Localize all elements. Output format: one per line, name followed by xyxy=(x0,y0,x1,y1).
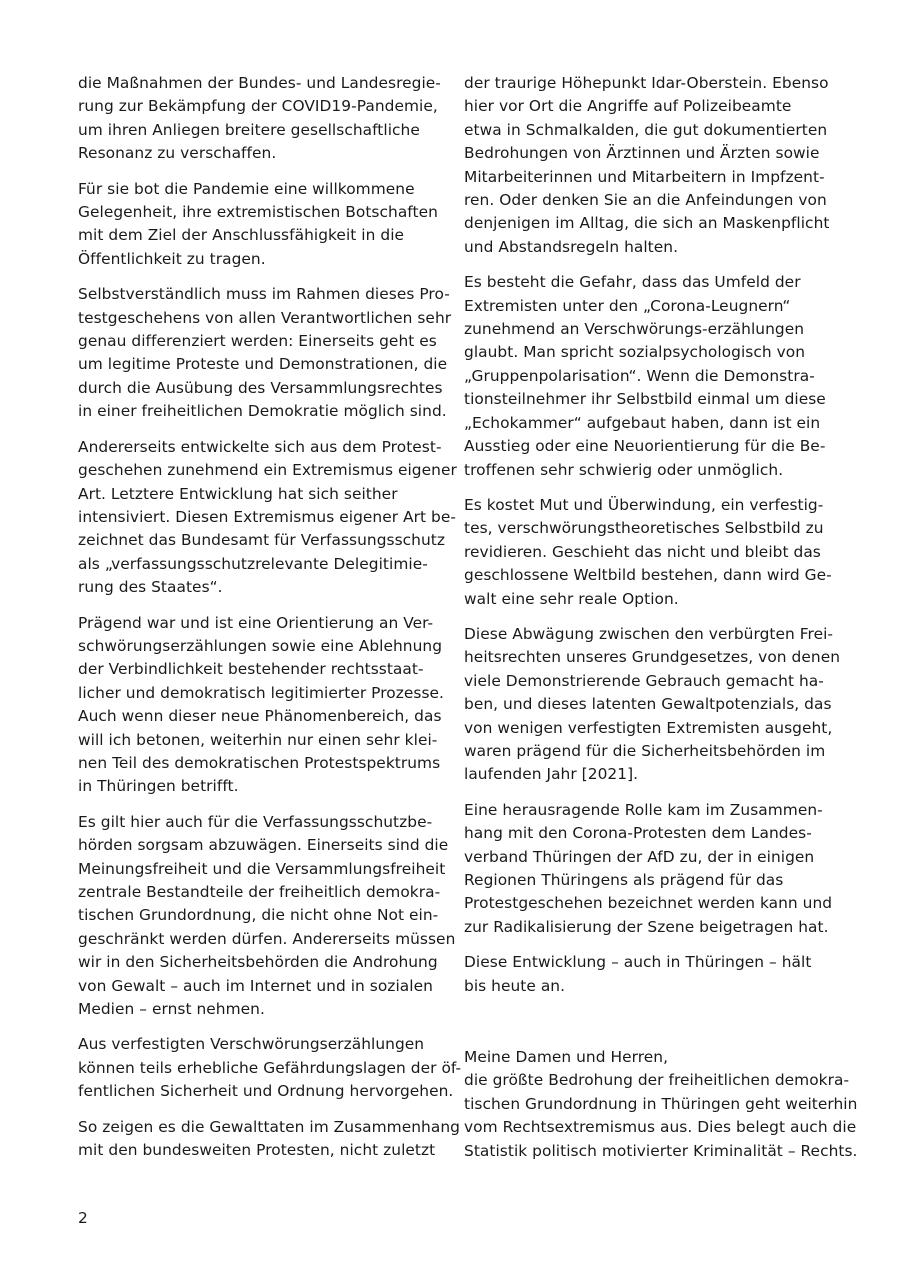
text-line: Art. Letztere Entwicklung hat sich seither xyxy=(78,484,398,503)
text-line: der traurige Höhepunkt Idar-Oberstein. Ebenso xyxy=(464,74,829,92)
text-line: troffenen sehr schwierig oder unmöglich. xyxy=(464,460,784,479)
text-line: genau differenziert werden: Einerseits geht es xyxy=(78,332,437,351)
text-line: bis heute an. xyxy=(464,976,566,995)
text-line: Meine Damen und Herren, xyxy=(464,1048,669,1067)
text-line: vom Rechtsextremismus aus. Dies belegt auch die xyxy=(464,1118,857,1137)
text-line: zentrale Bestandteile der freiheitlich demokra- xyxy=(78,883,441,901)
text-line: tionsteilnehmer ihr Selbstbild einmal um diese xyxy=(464,390,826,409)
text-line: mit dem Ziel der Anschlussfähigkeit in die xyxy=(78,226,405,245)
text-line: Bedrohungen von Ärztinnen und Ärzten sowie xyxy=(464,144,820,163)
text-line: Medien – ernst nehmen. xyxy=(78,1000,265,1019)
text-line: „Echokammer“ aufgebaut haben, dann ist ein xyxy=(464,413,821,432)
text-line: waren prägend für die Sicherheitsbehörden im xyxy=(464,741,826,760)
text-line: Andererseits entwickelte sich aus dem Protest- xyxy=(78,437,442,456)
text-line: tes, verschwörungstheoretisches Selbstbild zu xyxy=(464,519,824,538)
text-line: „Gruppenpolarisation“. Wenn die Demonstra- xyxy=(464,366,815,385)
text-line: die Maßnahmen der Bundes- und Landesregie- xyxy=(78,74,441,92)
text-line: walt eine sehr reale Option. xyxy=(464,589,679,608)
text-line: Aus verfestigten Verschwörungserzählungen xyxy=(78,1035,425,1054)
text-line: licher und demokratisch legitimierter Prozesse. xyxy=(78,683,444,702)
text-line: intensiviert. Diesen Extremismus eigener Art be- xyxy=(78,507,456,526)
text-line: Diese Entwicklung – auch in Thüringen – hält xyxy=(464,953,812,972)
text-line: Gelegenheit, ihre extremistischen Botschaften xyxy=(78,203,438,222)
paragraph-7 xyxy=(78,1033,462,1103)
text-line: und Abstandsregeln halten. xyxy=(464,237,679,256)
text-line: Meinungsfreiheit und die Versammlungsfreiheit xyxy=(78,859,446,878)
text-line: viele Demonstrierende Gebrauch gemacht ha- xyxy=(464,671,824,690)
text-line: Für sie bot die Pandemie eine willkommene xyxy=(78,179,415,198)
text-line: Öffentlichkeit zu tragen. xyxy=(78,249,266,268)
text-line: fentlichen Sicherheit und Ordnung hervorgehen. xyxy=(78,1082,454,1101)
text-line: glaubt. Man spricht sozialpsychologisch von xyxy=(464,343,806,362)
text-line: der Verbindlichkeit bestehender rechtsstaat- xyxy=(78,660,424,679)
paragraph-spacer xyxy=(464,1010,834,1046)
text-line: die größte Bedrohung der freiheitlichen demokra- xyxy=(464,1071,850,1090)
text-line: hier vor Ort die Angriffe auf Polizeibeamte xyxy=(464,97,792,116)
text-line: nen Teil des demokratischen Protestspektrums xyxy=(78,753,441,772)
text-line: testgeschehens von allen Verantwortlichen sehr xyxy=(78,308,452,327)
text-line: tischen Grundordnung in Thüringen geht weiterhin xyxy=(464,1094,858,1113)
paragraph-6 xyxy=(78,811,456,1022)
left-column xyxy=(78,72,462,1174)
text-line: hang mit den Corona-Protesten dem Landes- xyxy=(464,824,812,843)
text-line: Auch wenn dieser neue Phänomenbereich, das xyxy=(78,707,442,726)
page-number: 2 xyxy=(78,1209,88,1227)
text-line: heitsrechten unseres Grundgesetzes, von denen xyxy=(464,648,841,667)
text-line: in Thüringen betrifft. xyxy=(78,777,239,796)
text-line: Ausstieg oder eine Neuorientierung für die Be- xyxy=(464,437,826,456)
text-line: Es besteht die Gefahr, dass das Umfeld der xyxy=(464,273,801,292)
text-line: zur Radikalisierung der Szene beigetragen hat. xyxy=(464,917,829,936)
text-line: Mitarbeiterinnen und Mitarbeitern in Impfzent- xyxy=(464,167,825,186)
paragraph-3 xyxy=(78,283,452,423)
text-line: wir in den Sicherheitsbehörden die Androhung xyxy=(78,953,438,972)
text-line: um legitime Proteste und Demonstrationen, die xyxy=(78,355,448,374)
text-line: revidieren. Geschieht das nicht und bleibt das xyxy=(464,542,821,561)
text-line: als „verfassungsschutzrelevante Delegitimie- xyxy=(78,554,428,573)
text-line: Es kostet Mut und Überwindung, ein verfestig- xyxy=(464,495,824,514)
text-line: So zeigen es die Gewalttaten im Zusammenhang xyxy=(78,1117,460,1136)
text-line: Extremisten unter den „Corona-Leugnern“ xyxy=(464,296,791,315)
paragraph-2 xyxy=(78,178,448,272)
text-line: Es gilt hier auch für die Verfassungsschutzbe- xyxy=(78,812,433,831)
text-line: schwörungserzählungen sowie eine Ablehnung xyxy=(78,636,443,655)
paragraph-14 xyxy=(464,951,834,998)
text-line: Selbstverständlich muss im Rahmen dieses Pro- xyxy=(78,285,450,304)
paragraph-11 xyxy=(464,494,834,611)
text-line: tischen Grundordnung, die nicht ohne Not ein- xyxy=(78,906,439,925)
text-line: etwa in Schmalkalden, die gut dokumentierten xyxy=(464,120,828,139)
text-line: Diese Abwägung zwischen den verbürgten Frei- xyxy=(464,624,834,643)
text-line: durch die Ausübung des Versammlungsrechtes xyxy=(78,378,443,397)
paragraph-10 xyxy=(464,271,834,482)
text-line: denjenigen im Alltag, die sich an Maskenpflicht xyxy=(464,214,830,233)
text-line: von wenigen verfestigten Extremisten ausgeht, xyxy=(464,718,833,737)
paragraph-8 xyxy=(78,1116,460,1163)
text-line: zunehmend an Verschwörungs-erzählungen xyxy=(464,320,805,339)
text-line: Resonanz zu verschaffen. xyxy=(78,144,277,163)
text-line: mit den bundesweiten Protesten, nicht zuletzt xyxy=(78,1141,436,1160)
text-line: zeichnet das Bundesamt für Verfassungsschutz xyxy=(78,531,445,550)
text-line: rung des Staates“. xyxy=(78,578,223,597)
paragraph-9 xyxy=(464,72,834,259)
paragraph-4 xyxy=(78,436,457,600)
text-line: rung zur Bekämpfung der COVID19-Pandemie, xyxy=(78,97,438,116)
paragraph-13 xyxy=(464,799,834,939)
text-line: ben, und dieses latenten Gewaltpotenzials, das xyxy=(464,695,832,714)
text-line: von Gewalt – auch im Internet und in sozialen xyxy=(78,976,433,995)
text-line: hörden sorgsam abzuwägen. Einerseits sind die xyxy=(78,836,449,855)
paragraph-15 xyxy=(464,1046,858,1163)
text-line: geschränkt werden dürfen. Andererseits müssen xyxy=(78,929,456,948)
paragraph-1 xyxy=(78,72,448,166)
text-line: laufenden Jahr [2021]. xyxy=(464,765,639,784)
text-line: Regionen Thüringens als prägend für das xyxy=(464,871,784,889)
text-line: Eine herausragende Rolle kam im Zusammen- xyxy=(464,800,823,819)
text-line: in einer freiheitlichen Demokratie möglich sind. xyxy=(78,402,447,421)
right-column xyxy=(464,72,858,1175)
text-line: Statistik politisch motivierter Kriminalität – Rechts. xyxy=(464,1141,858,1160)
text-line: Prägend war und ist eine Orientierung an Ver- xyxy=(78,613,434,632)
text-line: will ich betonen, weiterhin nur einen sehr klei- xyxy=(78,730,438,749)
text-line: geschlossene Weltbild bestehen, dann wird Ge- xyxy=(464,566,832,585)
text-line: geschehen zunehmend ein Extremismus eigener xyxy=(78,461,457,480)
paragraph-5 xyxy=(78,612,448,799)
text-line: ren. Oder denken Sie an die Anfeindungen von xyxy=(464,191,827,210)
text-line: um ihren Anliegen breitere gesellschaftliche xyxy=(78,120,420,139)
paragraph-12 xyxy=(464,623,841,787)
text-line: können teils erhebliche Gefährdungslagen der öf- xyxy=(78,1058,462,1077)
text-line: Protestgeschehen bezeichnet werden kann und xyxy=(464,894,833,913)
text-line: verband Thüringen der AfD zu, der in einigen xyxy=(464,847,815,866)
